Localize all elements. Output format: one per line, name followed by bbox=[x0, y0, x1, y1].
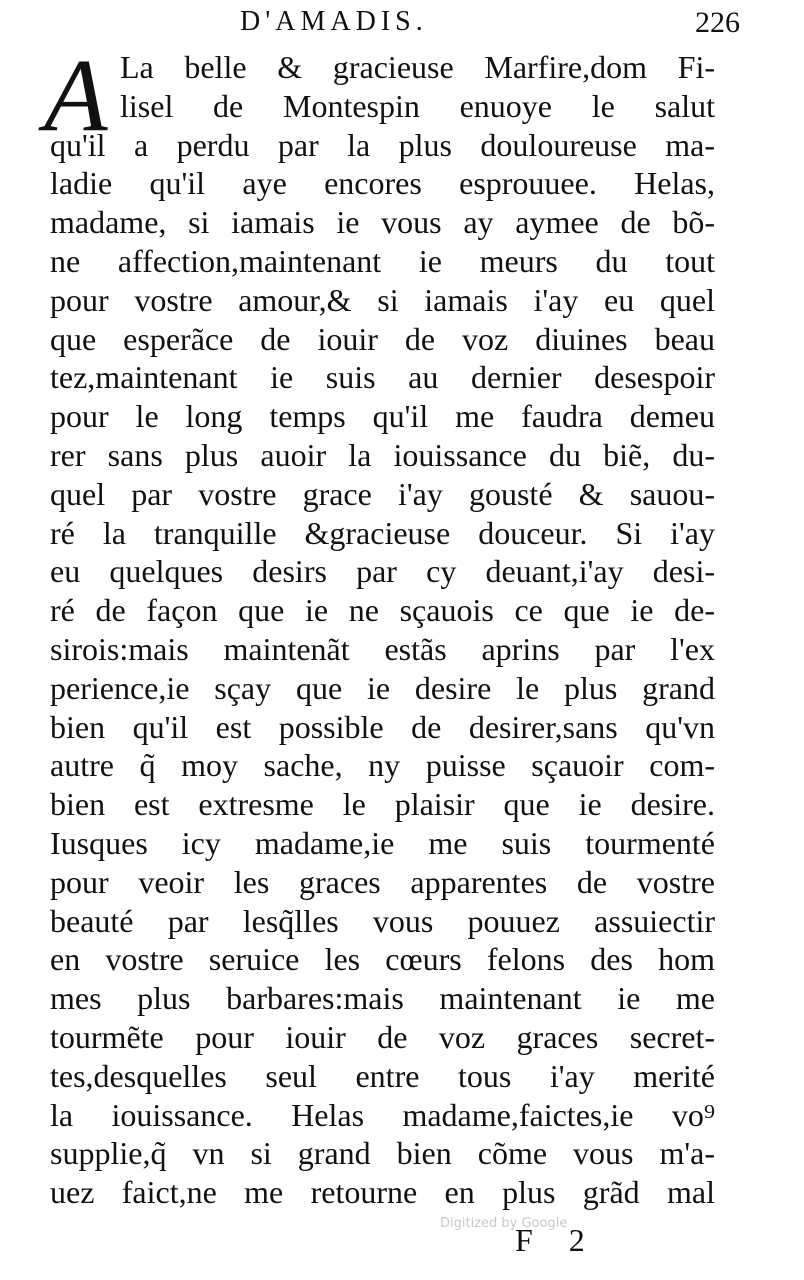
text-line: La belle & gracieuse Marfire,dom Fi- bbox=[120, 49, 715, 85]
text-line: Iusques icy madame,ie me suis tourmenté bbox=[50, 824, 715, 861]
text-line: lisel de Montespin enuoye le salut bbox=[120, 87, 715, 124]
text-line: bien qu'il est possible de desirer,sans qu'vn bbox=[50, 708, 715, 745]
text-line: ne affection,maintenant ie meurs du tout bbox=[50, 242, 715, 279]
text-line: en vostre seruice les cœurs felons des hom bbox=[50, 941, 715, 978]
text-line: pour veoir les graces apparentes de vostre bbox=[50, 863, 715, 900]
text-line: qu'il a perdu par la plus douloureuse ma- bbox=[50, 126, 715, 163]
text-line: sirois:mais maintenãt estãs aprins par l'ex bbox=[50, 630, 715, 667]
text-line: ladie qu'il aye encores esprouuee. Helas, bbox=[50, 165, 715, 202]
text-line: perience,ie sçay que ie desire le plus grand bbox=[50, 669, 715, 706]
drop-cap: A bbox=[44, 38, 108, 153]
text-line: rer sans plus auoir la iouissance du biẽ, du- bbox=[50, 436, 715, 473]
text-line: tourmẽte pour iouir de voz graces secret- bbox=[50, 1018, 715, 1055]
text-line: que esperãce de iouir de voz diuines beau bbox=[50, 320, 715, 357]
page-number: 226 bbox=[695, 6, 740, 39]
running-title: D'AMADIS. bbox=[240, 6, 428, 37]
text-line: bien est extresme le plaisir que ie desire. bbox=[50, 786, 715, 823]
text-line: ré la tranquille &gracieuse douceur. Si i'ay bbox=[50, 514, 715, 551]
text-line: mes plus barbares:mais maintenant ie me bbox=[50, 980, 715, 1017]
text-line: pour le long temps qu'il me faudra demeu bbox=[50, 398, 715, 435]
text-line: uez faict,ne me retourne en plus grãd mal bbox=[50, 1174, 715, 1211]
text-line: ré de façon que ie ne sçauois ce que ie de- bbox=[50, 592, 715, 629]
text-line: quel par vostre grace i'ay gousté & sauou- bbox=[50, 475, 715, 512]
text-line: tes,desquelles seul entre tous i'ay merité bbox=[50, 1057, 715, 1094]
watermark: Digitized by Google bbox=[440, 1216, 568, 1231]
running-head bbox=[240, 6, 740, 42]
text-line: autre q̃ moy sache, ny puisse sçauoir com- bbox=[50, 747, 715, 784]
text-line: eu quelques desirs par cy deuant,i'ay desi- bbox=[50, 553, 715, 590]
text-line: pour vostre amour,& si iamais i'ay eu quel bbox=[50, 281, 715, 318]
text-line: supplie,q̃ vn si grand bien cõme vous m'a- bbox=[50, 1135, 715, 1172]
text-line: madame, si iamais ie vous ay aymee de bõ- bbox=[50, 204, 715, 241]
text-line: tez,maintenant ie suis au dernier desespoir bbox=[50, 359, 715, 396]
text-line: la iouissance. Helas madame,faictes,ie vo⁹ bbox=[50, 1096, 715, 1133]
text-line: beauté par lesq̃lles vous pouuez assuiectir bbox=[50, 902, 715, 939]
body-text bbox=[50, 48, 715, 1212]
signature-mark: F 2 bbox=[515, 1222, 599, 1258]
